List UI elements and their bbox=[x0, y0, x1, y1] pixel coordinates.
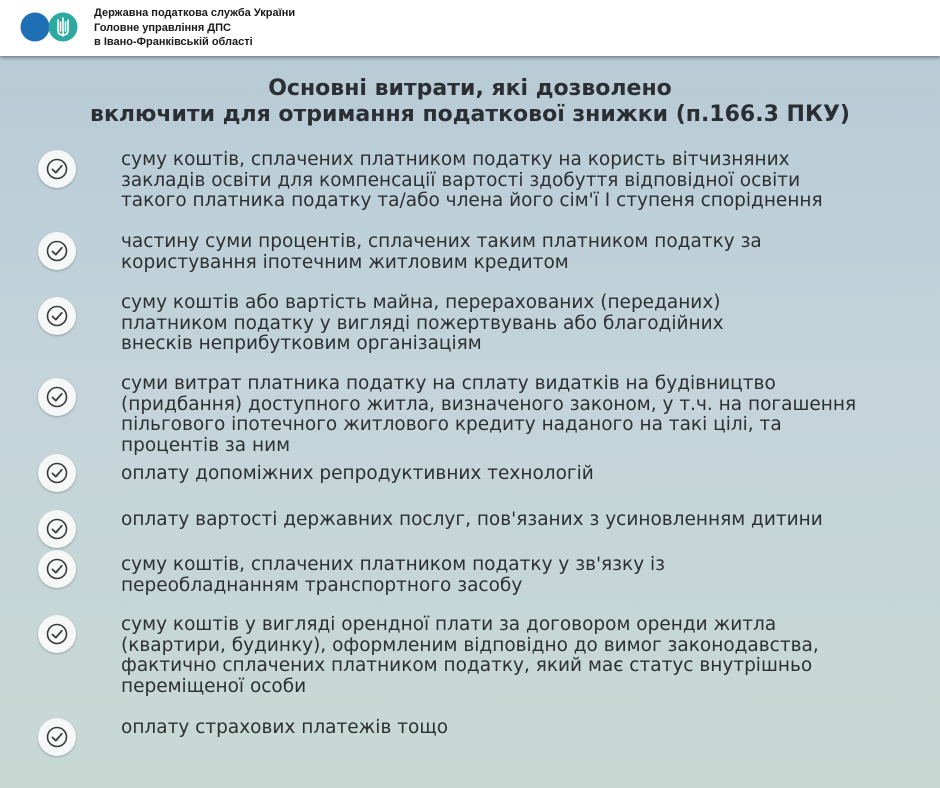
org-line: Головне управління ДПС bbox=[94, 21, 231, 34]
list-item-line: внесків неприбутковим організаціям bbox=[121, 333, 482, 354]
list-item-line: оплату допоміжних репродуктивних технологій bbox=[121, 463, 594, 484]
list-item-line: суму коштів, сплачених платником податку у зв'язку із bbox=[121, 554, 665, 575]
checkmark-icon bbox=[38, 297, 76, 335]
list-item-text bbox=[121, 510, 936, 531]
checkmark-icon bbox=[38, 150, 76, 188]
list-item-line: частину суми процентів, сплачених таким платником податку за bbox=[121, 231, 762, 252]
list-item-line: закладів освіти для компенсації вартості здобуття відповідної освіти bbox=[121, 169, 801, 191]
list-item-text bbox=[121, 615, 936, 697]
list-item-line: процентів за ним bbox=[121, 434, 291, 456]
list-item-line: користування іпотечним житловим кредитом bbox=[121, 251, 569, 273]
list-item-line: переобладнанням транспортного засобу bbox=[121, 574, 523, 596]
org-line: Державна податкова служба України bbox=[94, 7, 296, 19]
checkmark-icon bbox=[38, 454, 76, 492]
header bbox=[0, 0, 940, 56]
list-item-line: суму коштів, сплачених платником податку на користь вітчизняних bbox=[121, 149, 790, 170]
list-item-text bbox=[121, 293, 936, 355]
list-item-line: платником податку у вигляді пожертвувань або благодійних bbox=[121, 312, 724, 334]
list-item-text bbox=[121, 374, 936, 456]
checkmark-icon bbox=[38, 550, 76, 588]
list-item-line: переміщеної особи bbox=[121, 675, 307, 697]
checkmark-icon bbox=[38, 232, 76, 270]
org-name bbox=[94, 6, 295, 50]
list-item-line: суми витрат платника податку на сплату видатків на будівництво bbox=[121, 373, 776, 394]
list-item-line: суму коштів або вартість майна, перерахованих (переданих) bbox=[121, 292, 721, 313]
list-item-text bbox=[121, 150, 936, 212]
checkmark-icon bbox=[38, 378, 76, 416]
list-item-line: оплату вартості державних послуг, пов'язаних з усиновленням дитини bbox=[121, 509, 823, 530]
page-title bbox=[40, 76, 900, 128]
checkmark-icon bbox=[38, 718, 76, 756]
list-item-line: такого платника податку та/або члена його сім'ї І ступеня споріднення bbox=[121, 190, 823, 211]
title-line: Основні витрати, які дозволено bbox=[268, 76, 672, 101]
list-item-line: суму коштів у вигляді орендної плати за договором оренди житла bbox=[121, 614, 777, 635]
title-line: включити для отримання податкової знижки (п.166.3 ПКУ) bbox=[90, 102, 850, 127]
checkmark-icon bbox=[38, 615, 76, 653]
list-item-line: пільгового іпотечного житлового кредиту наданого на такі цілі, та bbox=[121, 414, 782, 435]
list-item-line: (придбання) доступного житла, визначеного законом, у т.ч. на погашення bbox=[121, 393, 857, 415]
list-item-text bbox=[121, 464, 936, 485]
list-item-line: (квартири, будинку), оформленим відповідно до вимог законодавства, bbox=[121, 634, 819, 656]
dps-logo-icon bbox=[20, 11, 82, 43]
list-item-text bbox=[121, 555, 936, 596]
checkmark-icon bbox=[38, 510, 76, 548]
list-item-text bbox=[121, 718, 936, 739]
list-item-line: оплату страхових платежів тощо bbox=[121, 717, 449, 738]
list-item-line: фактично сплачених платником податку, який має статус внутрішньо bbox=[121, 655, 813, 676]
list-item-text bbox=[121, 232, 936, 273]
org-line: в Івано-Франківській області bbox=[94, 36, 253, 48]
